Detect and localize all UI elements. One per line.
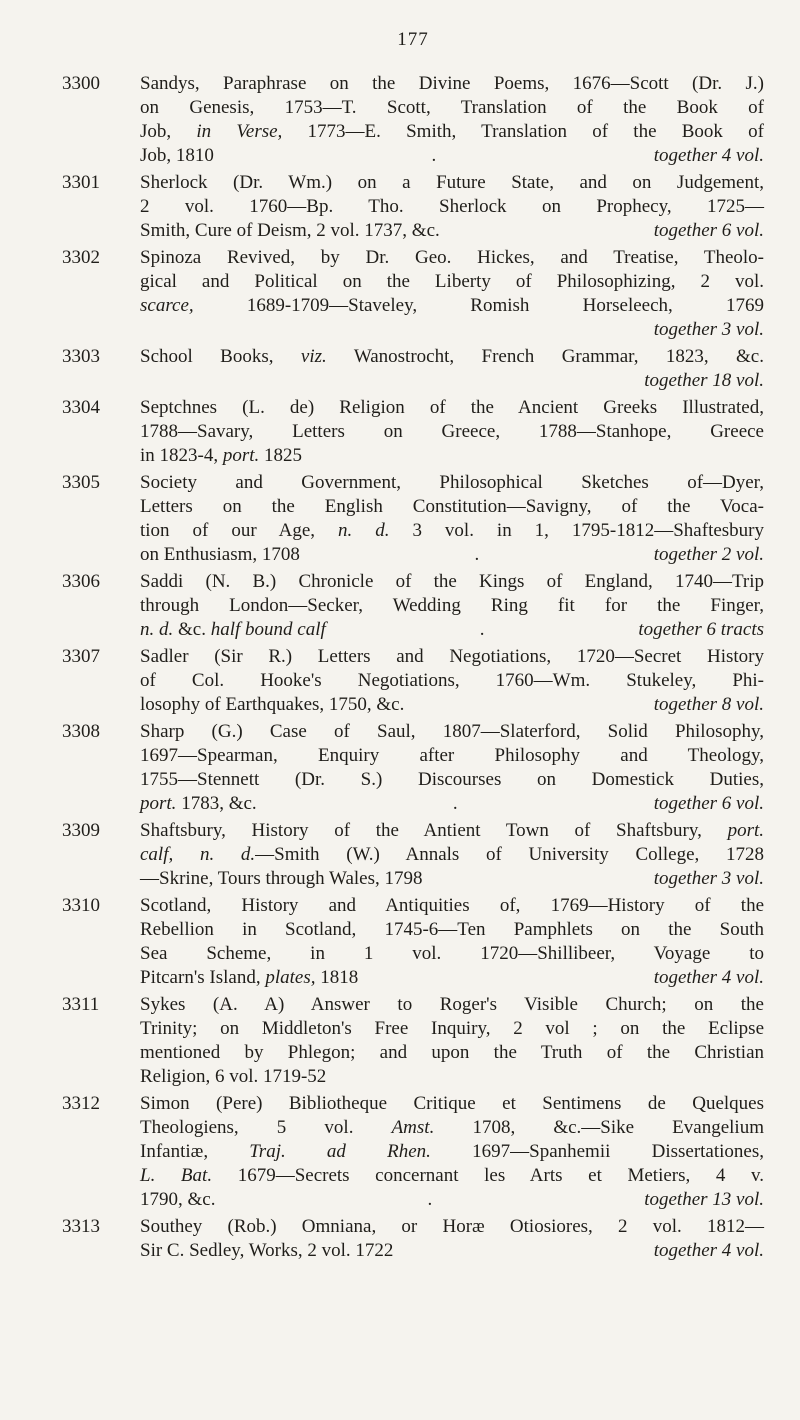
entry-line: [140, 594, 764, 618]
entry-line-text: [140, 72, 764, 96]
entry-line-text: [140, 918, 764, 942]
entry-line: [140, 195, 764, 219]
entry-text: [140, 894, 764, 990]
entry-number: 3305: [62, 472, 100, 493]
entry-line: [140, 318, 764, 342]
entry-text: [140, 819, 764, 891]
entry-text: [140, 72, 764, 168]
entry-text: [140, 246, 764, 342]
entry-line: [140, 294, 764, 318]
entry-line: [140, 1215, 764, 1239]
entry-number: 3311: [62, 994, 100, 1015]
entry-line: [140, 894, 764, 918]
entry-line: [140, 543, 764, 567]
entry-line-text: [140, 594, 764, 618]
spacer: [404, 693, 653, 717]
entry-line: [140, 918, 764, 942]
text-segment: in Verse,: [196, 121, 283, 142]
entry-line-text: [140, 495, 764, 519]
volume-note: together 6 vol.: [653, 220, 764, 241]
text-segment: 3 vol. in 1, 1795-1812—Shaftesbury: [389, 520, 764, 541]
text-segment: Shaftsbury, History of the Antient Town of Shaftsbury,: [140, 820, 728, 841]
catalog-entry: [62, 720, 764, 816]
entry-line-text: [140, 120, 764, 144]
entry-line-text: [140, 867, 422, 891]
entry-number: 3306: [62, 571, 100, 592]
entry-line-text: [140, 1215, 764, 1239]
spacer: [140, 369, 644, 393]
entry-line: [140, 645, 764, 669]
text-segment: 1773—E. Smith, Translation of the Book of: [282, 121, 764, 142]
text-segment: Sea Scheme, in 1 vol. 1720—Shillibeer, Voyage to: [140, 943, 764, 964]
text-segment: 1818: [315, 967, 359, 988]
text-segment: Traj. ad Rhen.: [249, 1141, 431, 1162]
catalog-entry: [62, 72, 764, 168]
separator-dot: .: [479, 619, 485, 640]
text-segment: on Genesis, 1753—T. Scott, Translation of the Book of: [140, 97, 764, 118]
entry-line: [140, 792, 764, 816]
entry-line-text: [140, 645, 764, 669]
text-segment: Sir C. Sedley, Works, 2 vol. 1722: [140, 1240, 394, 1261]
entry-line: [140, 669, 764, 693]
entry-number: 3308: [62, 721, 100, 742]
catalog-entry: [62, 396, 764, 468]
text-segment: Society and Government, Philosophical Sketches of—Dyer,: [140, 472, 764, 493]
entry-line-text: [140, 669, 764, 693]
entry-text: [140, 1215, 764, 1263]
catalog-entry: [62, 345, 764, 393]
entry-line: [140, 444, 764, 468]
entry-number: 3303: [62, 346, 100, 367]
entry-line: [140, 720, 764, 744]
entry-number: 3312: [62, 1093, 100, 1114]
text-segment: Letters on the English Constitution—Savigny, of the Voca-: [140, 496, 764, 517]
entry-line-text: [140, 819, 764, 843]
volume-note: together 3 vol.: [653, 319, 764, 340]
entry-line: [140, 471, 764, 495]
text-segment: tion of our Age,: [140, 520, 338, 541]
text-segment: Job,: [140, 121, 197, 142]
text-segment: Saddi (N. B.) Chronicle of the Kings of England, 1740—Trip: [140, 571, 764, 592]
entry-line: [140, 420, 764, 444]
volume-note: together 18 vol.: [644, 370, 764, 391]
catalog-entry: [62, 171, 764, 243]
entry-number: 3300: [62, 73, 100, 94]
text-segment: 1708, &c.—Sike Evangelium: [434, 1117, 764, 1138]
entry-line-text: [140, 1164, 764, 1188]
text-segment: viz.: [300, 346, 327, 367]
entry-line: [140, 1188, 764, 1212]
text-segment: 1679—Secrets concernant les Arts et Metiers, 4 v.: [212, 1165, 764, 1186]
volume-note: together 4 vol.: [653, 145, 764, 166]
entry-line-text: [140, 693, 404, 717]
entry-line-text: [140, 420, 764, 444]
entry-text: [140, 645, 764, 717]
entry-line: [140, 1017, 764, 1041]
entry-line-text: [140, 966, 358, 990]
entry-text: [140, 993, 764, 1089]
text-segment: Infantiæ,: [140, 1141, 250, 1162]
entry-line: [140, 570, 764, 594]
entry-number: 3307: [62, 646, 100, 667]
catalog-entry: [62, 570, 764, 642]
entry-line: [140, 219, 764, 243]
entry-line: [140, 993, 764, 1017]
entries-list: [62, 72, 764, 1263]
entry-number: 3313: [62, 1216, 100, 1237]
text-segment: scarce,: [140, 295, 194, 316]
volume-note: together 2 vol.: [653, 544, 764, 565]
text-segment: plates,: [265, 967, 316, 988]
text-segment: 1755—Stennett (Dr. S.) Discourses on Domestick Duties,: [140, 769, 764, 790]
catalog-entry: [62, 894, 764, 990]
entry-line: [140, 966, 764, 990]
catalog-entry: [62, 471, 764, 567]
entry-line-text: [140, 1041, 764, 1065]
volume-note: together 6 vol.: [653, 793, 764, 814]
spacer: [422, 867, 653, 891]
text-segment: Smith, Cure of Deism, 2 vol. 1737, &c.: [140, 220, 440, 241]
catalog-entry: [62, 819, 764, 891]
entry-line-text: [140, 570, 764, 594]
entry-line-text: [140, 543, 300, 567]
entry-line: [140, 618, 764, 642]
entry-number: 3301: [62, 172, 100, 193]
catalog-entry: [62, 1092, 764, 1212]
text-segment: 1697—Spearman, Enquiry after Philosophy and Theology,: [140, 745, 764, 766]
separator-dot: .: [427, 1189, 433, 1210]
page-number: 177: [397, 29, 429, 50]
entry-line: [140, 744, 764, 768]
entry-number: 3302: [62, 247, 100, 268]
entry-line: [140, 1164, 764, 1188]
volume-note: together 4 vol.: [653, 1240, 764, 1261]
entry-line: [140, 1140, 764, 1164]
text-segment: Trinity; on Middleton's Free Inquiry, 2 vol ; on the Eclipse: [140, 1018, 764, 1039]
separator-dot: .: [452, 793, 458, 814]
entry-line: [140, 867, 764, 891]
entry-line-text: [140, 444, 302, 468]
entry-line: [140, 171, 764, 195]
separator-dot: .: [431, 145, 437, 166]
text-segment: L. Bat.: [140, 1165, 213, 1186]
entry-line: [140, 768, 764, 792]
entry-line-text: [140, 894, 764, 918]
entry-line: [140, 693, 764, 717]
entry-line-text: [140, 1017, 764, 1041]
text-segment: Southey (Rob.) Omniana, or Horæ Otiosiores, 2 vol. 1812—: [140, 1216, 764, 1237]
entry-line-text: [140, 993, 764, 1017]
entry-text: [140, 396, 764, 468]
entry-line: [140, 519, 764, 543]
entry-line: [140, 246, 764, 270]
entry-line: [140, 396, 764, 420]
text-segment: Sykes (A. A) Answer to Roger's Visible Church; on the: [140, 994, 764, 1015]
text-segment: calf, n. d.: [140, 844, 256, 865]
catalog-entry: [62, 1215, 764, 1263]
entry-line: [140, 96, 764, 120]
text-segment: Sadler (Sir R.) Letters and Negotiations, 1720—Secret History: [140, 646, 764, 667]
volume-note: together 8 vol.: [653, 694, 764, 715]
text-segment: n. d.: [140, 619, 174, 640]
entry-line: [140, 1116, 764, 1140]
text-segment: Rebellion in Scotland, 1745-6—Ten Pamphlets on the South: [140, 919, 764, 940]
volume-note: together 4 vol.: [653, 967, 764, 988]
text-segment: port.: [140, 793, 177, 814]
text-segment: gical and Political on the Liberty of Philosophizing, 2 vol.: [140, 271, 764, 292]
text-segment: in 1823-4,: [140, 445, 223, 466]
entry-line-text: [140, 270, 764, 294]
catalog-entry: [62, 645, 764, 717]
text-segment: —Smith (W.) Annals of University College, 1728: [255, 844, 764, 865]
text-segment: mentioned by Phlegon; and upon the Truth of the Christian: [140, 1042, 764, 1063]
entry-line-text: [140, 1239, 393, 1263]
entry-line: [140, 1239, 764, 1263]
entry-line-text: [140, 144, 214, 168]
text-segment: port.: [727, 820, 764, 841]
entry-line: [140, 1041, 764, 1065]
entry-line-text: [140, 768, 764, 792]
text-segment: 1783, &c.: [176, 793, 257, 814]
text-segment: Religion, 6 vol. 1719-52: [140, 1066, 327, 1087]
spacer: [140, 318, 654, 342]
entry-line-text: [140, 294, 764, 318]
entry-line-text: [140, 246, 764, 270]
text-segment: n. d.: [337, 520, 390, 541]
text-segment: 1825: [259, 445, 303, 466]
entry-line: [140, 942, 764, 966]
entry-line: [140, 270, 764, 294]
entry-line: [140, 120, 764, 144]
text-segment: Pitcarn's Island,: [140, 967, 266, 988]
text-segment: Sherlock (Dr. Wm.) on a Future State, and on Judgement,: [140, 172, 764, 193]
entry-line-text: [140, 519, 764, 543]
entry-line-text: [140, 171, 764, 195]
entry-text: [140, 1092, 764, 1212]
entry-line-text: [140, 942, 764, 966]
text-segment: &c.: [173, 619, 211, 640]
entry-number: 3304: [62, 397, 100, 418]
volume-note: together 13 vol.: [644, 1189, 764, 1210]
entry-line: [140, 1065, 764, 1089]
volume-note: together 6 tracts: [638, 619, 764, 640]
entry-line: [140, 345, 764, 369]
entry-line-text: [140, 396, 764, 420]
entry-line-text: [140, 96, 764, 120]
entry-line: [140, 72, 764, 96]
entry-line-text: [140, 471, 764, 495]
text-segment: 2 vol. 1760—Bp. Tho. Sherlock on Prophecy, 1725—: [140, 196, 764, 217]
entry-line: [140, 1092, 764, 1116]
entry-line-text: [140, 1065, 326, 1089]
text-segment: Scotland, History and Antiquities of, 1769—History of the: [140, 895, 764, 916]
text-segment: Spinoza Revived, by Dr. Geo. Hickes, and Treatise, Theolo-: [140, 247, 764, 268]
catalog-entry: [62, 246, 764, 342]
entry-text: [140, 345, 764, 393]
entry-line: [140, 495, 764, 519]
entry-text: [140, 171, 764, 243]
text-segment: Amst.: [391, 1117, 435, 1138]
entry-number: 3310: [62, 895, 100, 916]
entry-line-text: [140, 219, 440, 243]
entry-line: [140, 843, 764, 867]
entry-line-text: [140, 744, 764, 768]
text-segment: Septchnes (L. de) Religion of the Ancient Greeks Illustrated,: [140, 397, 764, 418]
entry-line-text: [140, 1188, 215, 1212]
entry-line-text: [140, 1116, 764, 1140]
text-segment: 1697—Spanhemii Dissertationes,: [430, 1141, 764, 1162]
spacer: [393, 1239, 653, 1263]
spacer: [440, 219, 654, 243]
volume-note: together 3 vol.: [653, 868, 764, 889]
entry-line: [140, 819, 764, 843]
entry-line-text: [140, 843, 764, 867]
catalog-entry: [62, 993, 764, 1089]
text-segment: losophy of Earthquakes, 1750, &c.: [140, 694, 405, 715]
entry-line-text: [140, 1140, 764, 1164]
text-segment: on Enthusiasm, 1708: [140, 544, 300, 565]
entry-line-text: [140, 792, 257, 816]
text-segment: —Skrine, Tours through Wales, 1798: [140, 868, 423, 889]
entry-line-text: [140, 618, 326, 642]
entry-line-text: [140, 720, 764, 744]
entry-line-text: [140, 195, 764, 219]
text-segment: through London—Secker, Wedding Ring fit for the Finger,: [140, 595, 764, 616]
separator-dot: .: [474, 544, 480, 565]
entry-text: [140, 720, 764, 816]
text-segment: School Books,: [140, 346, 301, 367]
text-segment: half bound calf: [210, 619, 326, 640]
text-segment: Theologiens, 5 vol.: [140, 1117, 392, 1138]
entry-line: [140, 144, 764, 168]
spacer: [358, 966, 654, 990]
text-segment: Wanostrocht, French Grammar, 1823, &c.: [326, 346, 764, 367]
entry-line: [140, 369, 764, 393]
text-segment: Sandys, Paraphrase on the Divine Poems, 1676—Scott (Dr. J.): [140, 73, 764, 94]
entry-number: 3309: [62, 820, 100, 841]
text-segment: port.: [222, 445, 260, 466]
text-segment: Simon (Pere) Bibliotheque Critique et Sentimens de Quelques: [140, 1093, 764, 1114]
entry-line-text: [140, 345, 764, 369]
entry-text: [140, 471, 764, 567]
text-segment: Sharp (G.) Case of Saul, 1807—Slaterford, Solid Philosophy,: [140, 721, 764, 742]
text-segment: Job, 1810: [140, 145, 214, 166]
text-segment: 1788—Savary, Letters on Greece, 1788—Stanhope, Greece: [140, 421, 764, 442]
text-segment: 1790, &c.: [140, 1189, 216, 1210]
entry-line-text: [140, 1092, 764, 1116]
text-segment: 1689-1709—Staveley, Romish Horseleech, 1769: [193, 295, 764, 316]
entry-text: [140, 570, 764, 642]
text-segment: of Col. Hooke's Negotiations, 1760—Wm. Stukeley, Phi-: [140, 670, 764, 691]
